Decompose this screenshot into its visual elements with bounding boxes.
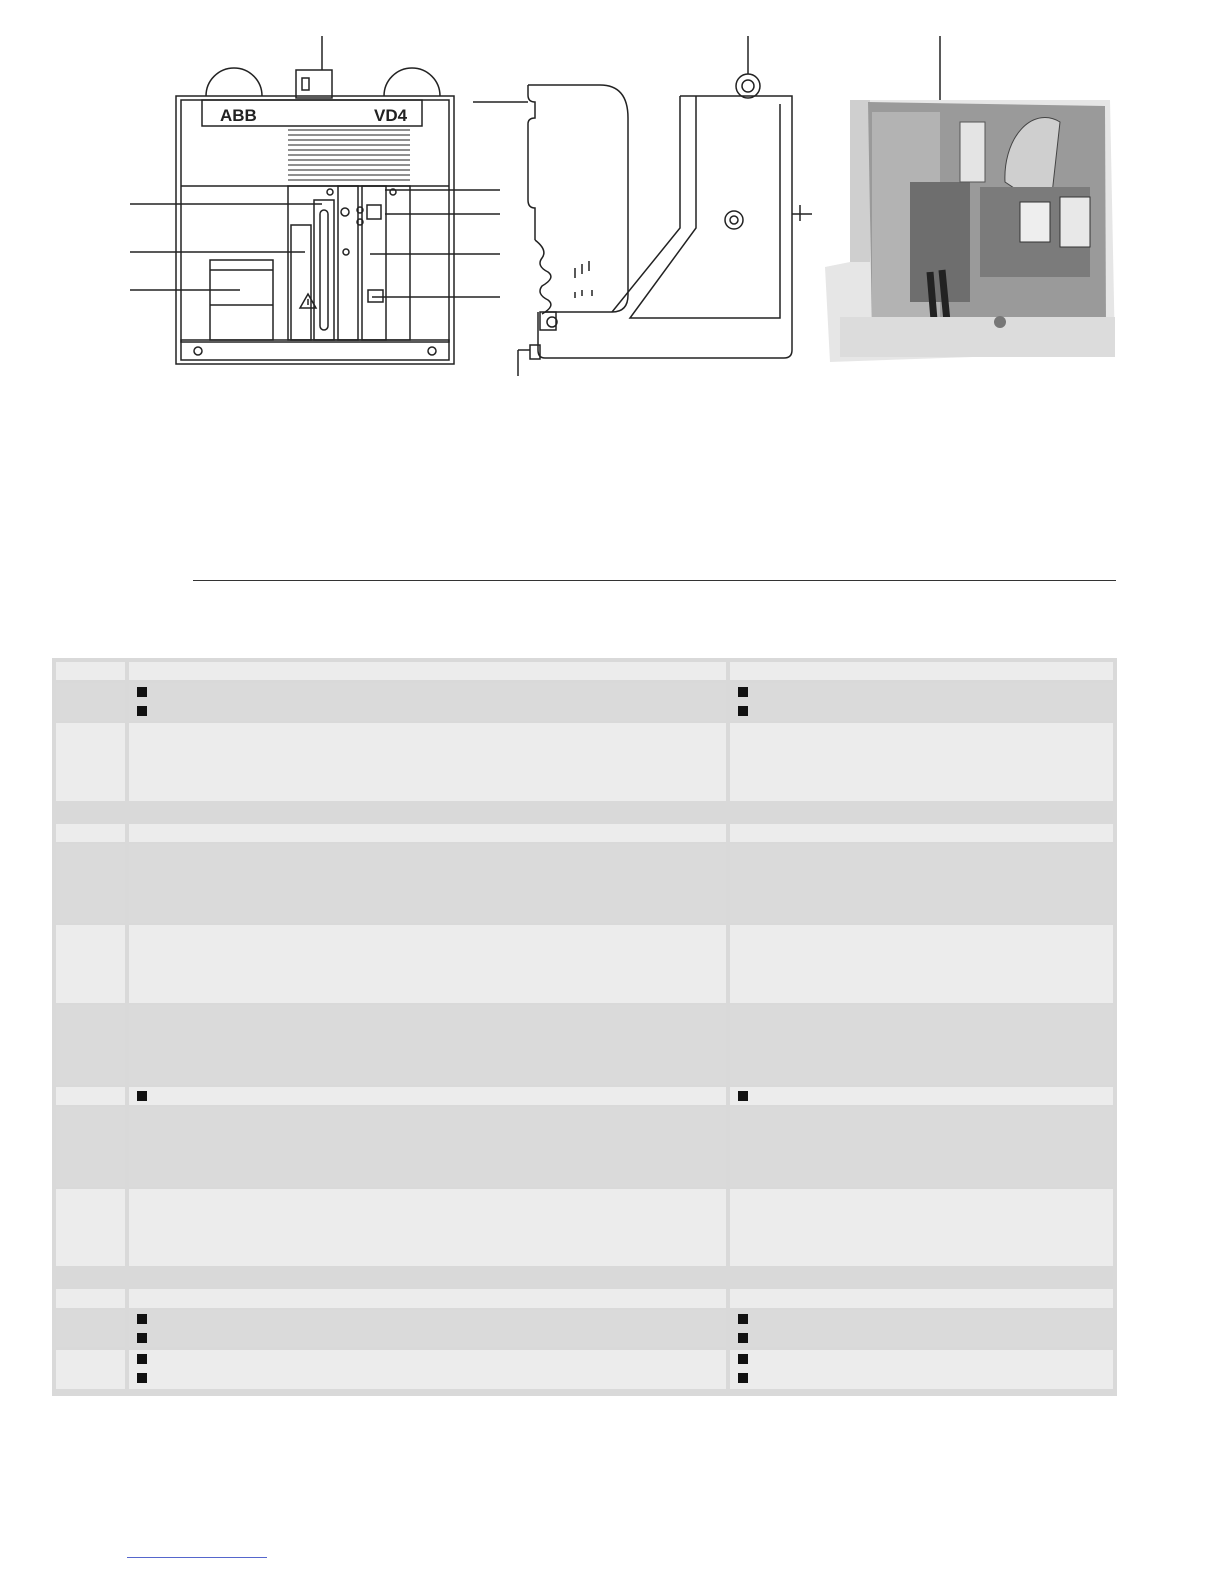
table-cell bbox=[730, 1087, 1113, 1105]
bullet-icon bbox=[137, 706, 147, 716]
table-cell bbox=[56, 1189, 125, 1266]
table-cell bbox=[129, 662, 726, 680]
table-row bbox=[52, 1289, 1117, 1308]
mechanism-photo bbox=[820, 92, 1125, 367]
table-cell bbox=[56, 1289, 125, 1308]
side-view bbox=[473, 36, 812, 376]
table-cell bbox=[129, 925, 726, 1003]
bullet-icon bbox=[137, 1314, 147, 1324]
table-cell bbox=[129, 1289, 726, 1308]
table-cell bbox=[730, 723, 1113, 801]
table-cell bbox=[56, 1310, 125, 1347]
table-row bbox=[52, 662, 1117, 680]
table-row bbox=[52, 1350, 1117, 1389]
table-row bbox=[52, 1310, 1117, 1347]
table-cell bbox=[129, 1189, 726, 1266]
table-cell bbox=[56, 723, 125, 801]
table-row bbox=[52, 1268, 1117, 1286]
table-cell bbox=[129, 1005, 726, 1085]
table-cell bbox=[56, 683, 125, 721]
model-label: VD4 bbox=[374, 106, 408, 125]
table-row bbox=[52, 1107, 1117, 1187]
table-cell bbox=[129, 723, 726, 801]
bullet-icon bbox=[738, 706, 748, 716]
data-table bbox=[52, 658, 1117, 1396]
table-row bbox=[52, 1005, 1117, 1085]
table-cell bbox=[730, 662, 1113, 680]
table-row bbox=[52, 925, 1117, 1003]
table-cell bbox=[56, 844, 125, 923]
bullet-icon bbox=[137, 1091, 147, 1101]
table-row bbox=[52, 824, 1117, 842]
bullet-icon bbox=[738, 687, 748, 697]
table-cell bbox=[730, 1107, 1113, 1187]
table-cell bbox=[730, 1350, 1113, 1389]
bullet-icon bbox=[137, 687, 147, 697]
table-row bbox=[52, 1087, 1117, 1105]
abb-logo: ABB bbox=[220, 106, 257, 125]
table-cell bbox=[56, 662, 125, 680]
bullet-icon bbox=[738, 1333, 748, 1343]
table-cell bbox=[730, 925, 1113, 1003]
bullet-icon bbox=[137, 1333, 147, 1343]
table-cell bbox=[56, 925, 125, 1003]
section-divider bbox=[193, 580, 1116, 581]
table-cell bbox=[730, 683, 1113, 721]
table-cell bbox=[129, 1350, 726, 1389]
bullet-icon bbox=[738, 1354, 748, 1364]
table-row bbox=[52, 723, 1117, 801]
table-cell bbox=[730, 824, 1113, 842]
table-cell bbox=[56, 1005, 125, 1085]
table-cell bbox=[730, 1310, 1113, 1347]
table-cell bbox=[129, 683, 726, 721]
table-row bbox=[52, 1189, 1117, 1266]
table-row bbox=[52, 801, 1117, 820]
table-cell bbox=[129, 1310, 726, 1347]
bullet-icon bbox=[738, 1091, 748, 1101]
table-cell bbox=[56, 1107, 125, 1187]
bullet-icon bbox=[137, 1354, 147, 1364]
bullet-icon bbox=[738, 1373, 748, 1383]
table-cell bbox=[129, 824, 726, 842]
table-cell bbox=[129, 1087, 726, 1105]
table-row bbox=[52, 844, 1117, 923]
front-view bbox=[130, 36, 500, 364]
bullet-icon bbox=[738, 1314, 748, 1324]
table-row bbox=[52, 683, 1117, 721]
table-cell bbox=[56, 1350, 125, 1389]
table-cell bbox=[730, 1005, 1113, 1085]
bullet-icon bbox=[137, 1373, 147, 1383]
table-cell bbox=[129, 844, 726, 923]
table-cell bbox=[129, 1107, 726, 1187]
table-cell bbox=[730, 1189, 1113, 1266]
table-cell bbox=[56, 1087, 125, 1105]
table-cell bbox=[56, 824, 125, 842]
footer-link-underline[interactable] bbox=[127, 1557, 267, 1558]
table-cell bbox=[730, 1289, 1113, 1308]
table-cell bbox=[730, 844, 1113, 923]
